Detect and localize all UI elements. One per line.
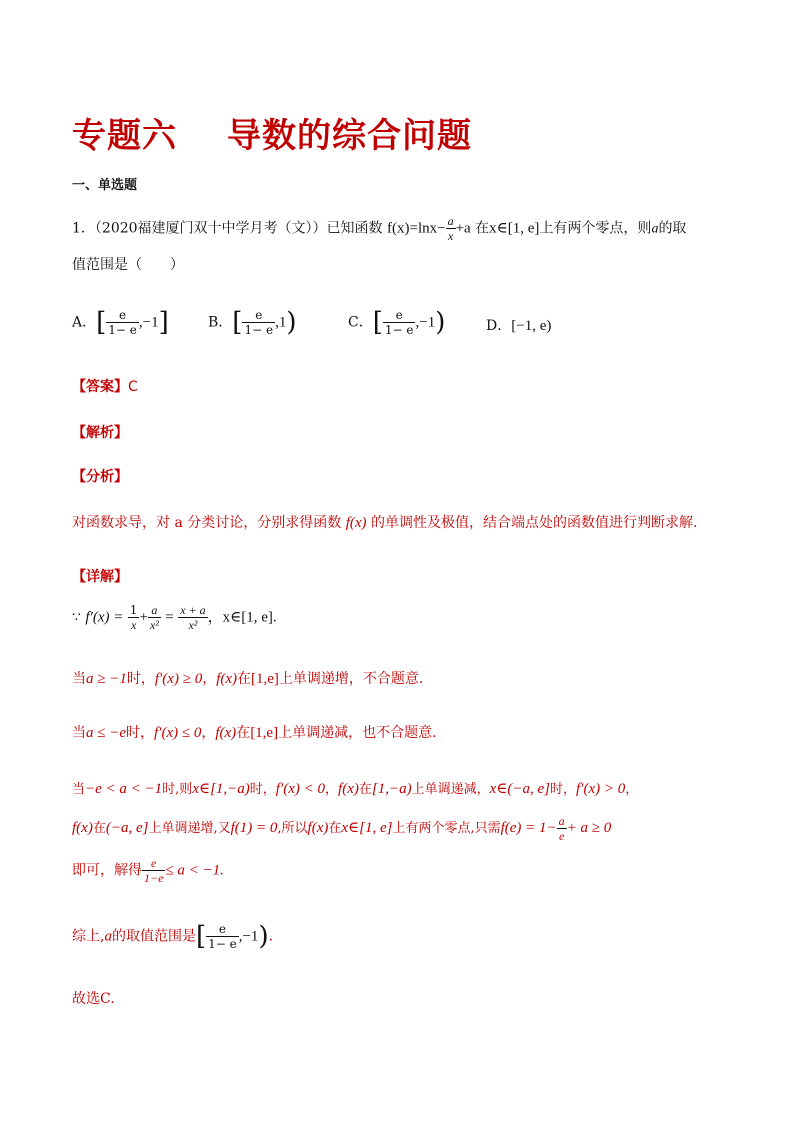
case-math: f(x) [72, 820, 93, 836]
case-text: 上单调递增，不合题意. [278, 671, 424, 687]
because-symbol: ∵ [72, 609, 81, 626]
case-text: 在 [236, 725, 251, 741]
summary-text: 的取值范围是 [111, 928, 196, 945]
title-part2: 导数的综合问题 [227, 116, 472, 156]
frac-den: x [446, 228, 456, 243]
case-text: 当 [72, 782, 86, 797]
case-3-line-1 [72, 778, 638, 801]
plus-sign: + [139, 609, 148, 626]
option-letter: A． [72, 314, 97, 331]
question-line-2: 值范围是（ ） [72, 257, 184, 273]
bracket-open: [ [96, 307, 107, 338]
answer-value: C [128, 379, 138, 395]
option-text: [−1, e) [511, 318, 552, 334]
case-3-line-2 [72, 814, 611, 843]
case-text: 在 [358, 782, 372, 797]
frac-den: 1− e [384, 323, 414, 337]
option-c[interactable] [348, 308, 445, 337]
derivative-frac-2 [148, 603, 161, 632]
question-number: 1． [72, 220, 95, 237]
page-title [72, 108, 472, 157]
answer-label: 【答案】 [72, 379, 128, 395]
function-rhs: +a [455, 220, 471, 237]
case-1 [72, 668, 423, 690]
case-cond: −e < a < −1 [85, 781, 163, 797]
frac-num: x + a [180, 603, 206, 617]
frac-den: 1− e [108, 323, 137, 337]
frac-num: a [558, 814, 565, 828]
question-tail2: 的取 [658, 220, 687, 237]
frac-den: x² [178, 617, 207, 632]
option-rest: ,1 [275, 314, 287, 331]
case-math: ≤ a < −1. [165, 862, 224, 879]
text-in: 在 [475, 220, 490, 237]
derivative-domain: ，x∈[1, e]. [207, 609, 277, 626]
summary-text: 综上, [72, 928, 105, 945]
case-text: 时， [126, 671, 155, 687]
case-text: 在 [237, 671, 252, 687]
bracket-open: [ [372, 307, 383, 338]
derivative-frac-3 [178, 603, 207, 632]
case-3-line-3 [72, 856, 224, 885]
case-cond: a ≤ −e [86, 725, 127, 741]
case-text: 上有两个零点,只需 [392, 821, 501, 836]
frac-num: e [119, 308, 127, 322]
frac-den: 1−e [144, 871, 164, 885]
option-letter: C． [348, 314, 373, 331]
fenxi-math: f(x) [345, 515, 367, 531]
option-d[interactable] [486, 315, 551, 335]
bracket-close: ) [435, 307, 446, 338]
summary-line [72, 922, 273, 951]
frac-num: e [395, 308, 403, 322]
case-cond: a ≥ −1 [86, 671, 127, 687]
option-a[interactable] [72, 308, 169, 337]
bracket-open: [ [232, 307, 243, 338]
fenxi-text-2: 的单调性及极值，结合端点处的函数值进行判断求解. [370, 515, 698, 531]
frac-num: a [447, 214, 454, 228]
case-text: ,所以 [277, 821, 308, 836]
frac-num: e [255, 308, 263, 322]
fenxi-label: 【分析】 [72, 469, 128, 485]
case-text: 时， [126, 725, 155, 741]
case-math: x∈(−a, e] [489, 781, 550, 797]
frac-num: e [218, 922, 226, 936]
option-fraction [106, 308, 139, 337]
option-fraction [383, 308, 416, 337]
frac-den: x [128, 617, 140, 632]
case-math: [1,e] [251, 671, 279, 687]
frac-den: e [557, 828, 567, 843]
case-text: 时， [249, 782, 276, 797]
answer-line [72, 376, 138, 396]
option-letter: D． [486, 318, 512, 334]
case-math: f′(x) ≤ 0 [154, 725, 202, 741]
derivative-lhs: f′(x) = [85, 609, 124, 626]
question-tail: 上有两个零点，则 [539, 220, 652, 237]
final-value: C [100, 991, 111, 1007]
final-line [72, 988, 115, 1010]
case-text: 在 [328, 821, 342, 836]
case-text: ， [625, 782, 639, 797]
case-math: x∈[1,−a) [192, 781, 250, 797]
case-math: [1,e] [250, 725, 279, 741]
case-text: 在 [92, 821, 106, 836]
section-heading: 一、单选题 [72, 178, 138, 193]
case-3-frac [557, 814, 567, 843]
case-text: 当 [72, 725, 86, 741]
frac-den: x² [149, 618, 159, 632]
summary-text: . [268, 928, 274, 945]
analysis-label: 【解析】 [72, 425, 128, 441]
case-text: ， [201, 725, 216, 741]
bracket-open: [ [195, 921, 207, 952]
derivative-frac-1 [128, 603, 140, 632]
function-lhs: f(x)=lnx− [387, 220, 446, 237]
frac-num: 1 [129, 603, 138, 617]
case-math: [1,−a) [371, 781, 412, 797]
option-letter: B． [208, 314, 233, 331]
case-math: x∈[1, e] [341, 820, 393, 836]
case-text: ， [325, 782, 339, 797]
case-math: f(e) = 1− [500, 820, 557, 836]
case-text: 时， [549, 782, 576, 797]
equals-sign: = [165, 609, 174, 626]
frac-num: a [151, 603, 158, 617]
case-text: 上单调递减，也不合题意. [278, 725, 437, 741]
case-math: f′(x) > 0 [576, 781, 626, 797]
case-math: f(x) [215, 725, 237, 741]
option-rest: ,−1 [138, 314, 159, 331]
option-fraction [242, 308, 275, 337]
var-a: a [651, 221, 659, 237]
question-line-1 [72, 214, 686, 243]
function-fraction [446, 214, 456, 243]
frac-den: 1− e [244, 323, 274, 337]
case-text: ， [202, 671, 217, 687]
option-b[interactable] [208, 308, 296, 337]
bracket-close: ) [286, 307, 297, 338]
case-math: f′(x) < 0 [275, 781, 326, 797]
summary-var: a [104, 928, 112, 945]
question-domain: x∈[1, e] [489, 220, 540, 237]
case-math: f(x) [338, 781, 359, 797]
option-rest: ,−1 [415, 314, 436, 331]
case-math: f(x) [307, 820, 329, 836]
case-math: + a ≥ 0 [566, 820, 612, 836]
question-source: （2020福建厦门双十中学月考（文））已知函数 [94, 220, 383, 237]
case-math: (−a, e] [105, 820, 149, 836]
final-text: . [110, 991, 115, 1007]
case-text: 上单调递减， [411, 782, 490, 797]
case-2 [72, 722, 437, 744]
case-text: 上单调递增,又 [148, 821, 231, 836]
derivative-line [72, 603, 277, 632]
fenxi-text-1: 对函数求导，对 a 分类讨论，分别求得函数 [72, 515, 342, 531]
case-text: 时,则 [162, 782, 193, 797]
title-part1: 专题六 [72, 116, 177, 156]
case-math: f′(x) ≥ 0 [154, 671, 203, 687]
case-text: 即可，解得 [72, 862, 142, 879]
summary-fraction [206, 922, 239, 951]
summary-rest: ,−1 [238, 928, 259, 945]
case-text: 当 [72, 671, 86, 687]
final-text: 故选 [72, 991, 100, 1007]
case-3-frac-2 [142, 856, 165, 885]
fenxi-text [72, 512, 697, 534]
frac-num: e [151, 856, 157, 870]
case-math: f(x) [216, 671, 238, 687]
bracket-close: ) [258, 921, 269, 952]
bracket-close: ] [158, 307, 169, 338]
detail-label: 【详解】 [72, 569, 128, 585]
case-math: f(1) = 0 [230, 820, 278, 836]
frac-den: 1− e [208, 937, 237, 951]
